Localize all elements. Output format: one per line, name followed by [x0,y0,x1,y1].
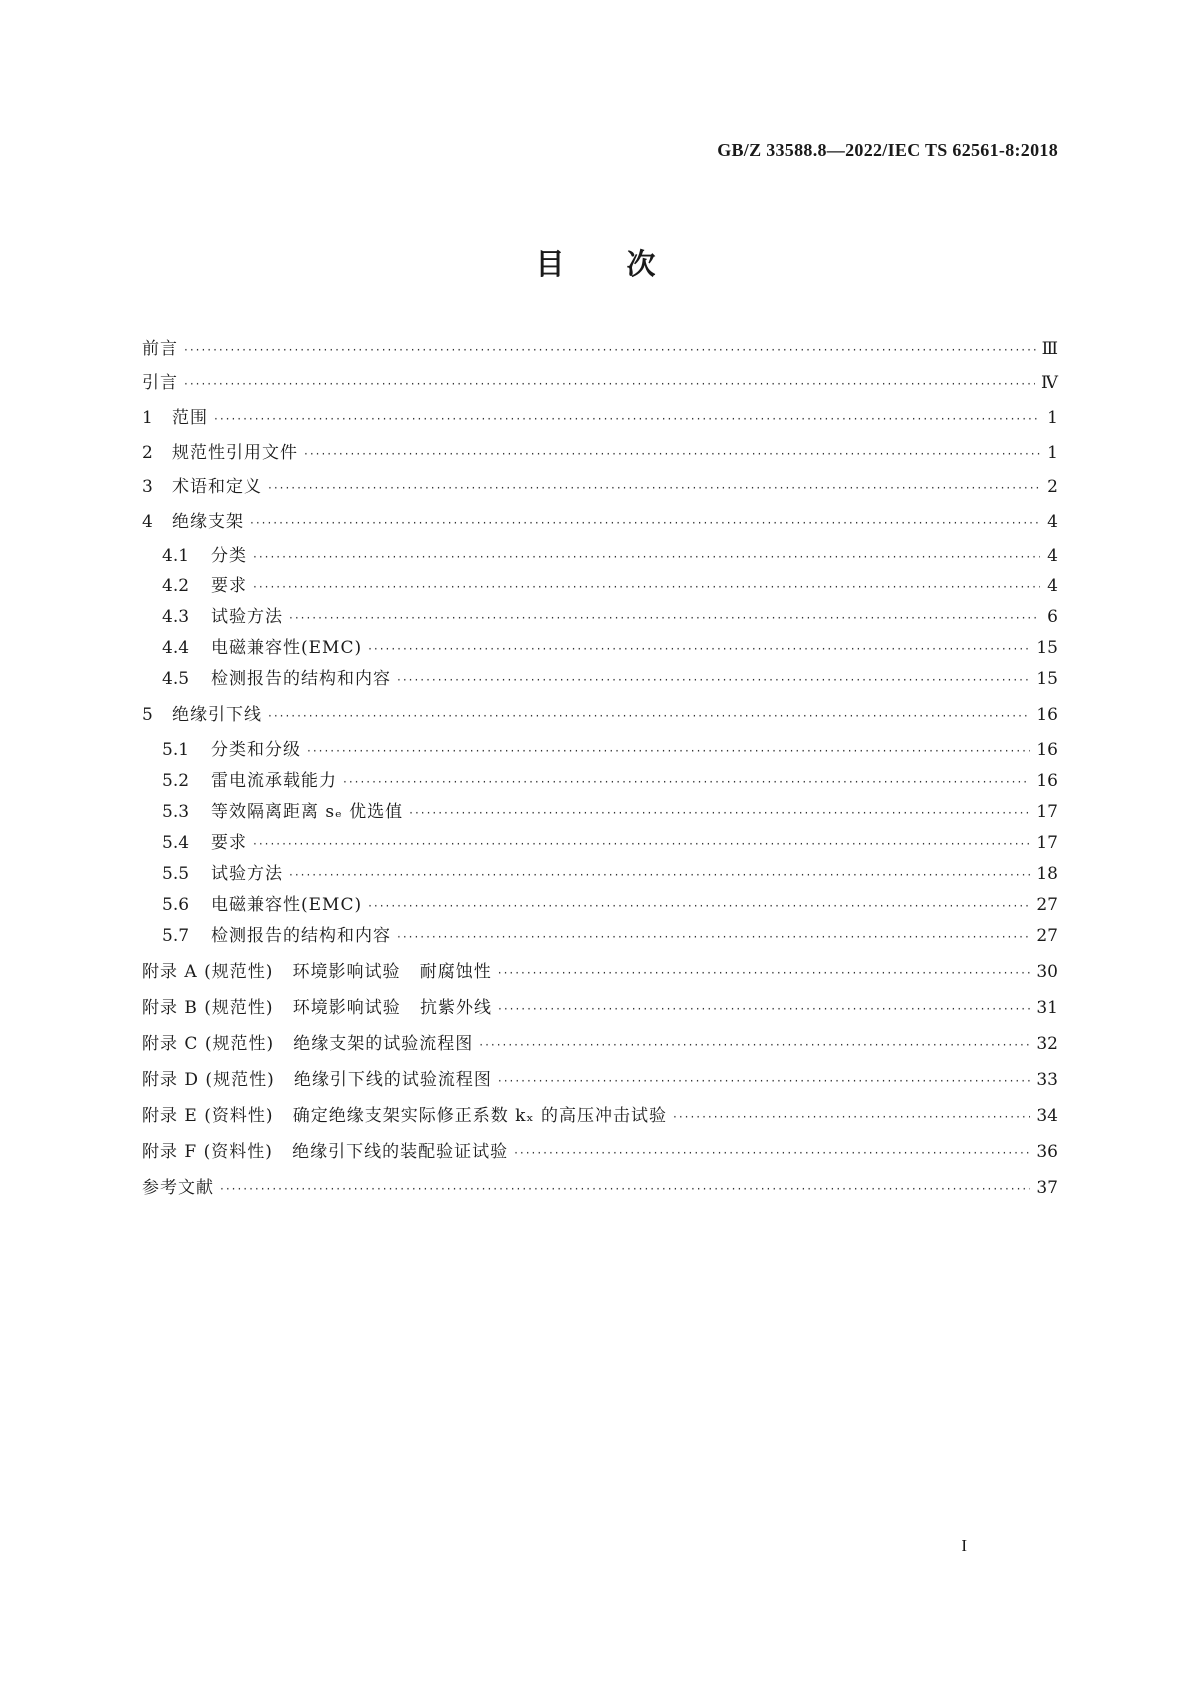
toc-page-number: 37 [1036,1178,1058,1198]
toc-page-number: 1 [1047,443,1058,463]
toc-entry[interactable] [162,892,1058,918]
toc-page-number: 30 [1036,962,1058,982]
toc-page-number: 17 [1036,833,1058,853]
toc-page-number: 2 [1047,477,1058,497]
dot-leader [343,769,1030,795]
page-folio: I [961,1536,967,1555]
toc-entry[interactable] [162,830,1058,856]
dot-leader [514,1140,1030,1166]
toc-entry[interactable] [162,543,1058,569]
toc-label: 试验方法 [211,864,283,884]
toc-entry[interactable] [142,1139,1058,1165]
toc-label: 检测报告的结构和内容 [211,669,391,689]
toc-number: 5.5 [162,864,190,884]
toc-number: 4 [142,512,153,532]
toc-entry[interactable] [142,1031,1058,1057]
toc-entry[interactable] [162,861,1058,887]
toc-page-number: 4 [1047,512,1058,532]
toc-number: 5.7 [162,926,190,946]
toc-label: 范围 [172,408,208,428]
dot-leader [479,1032,1030,1058]
title-part-1: 目 [535,247,565,281]
dot-leader [253,544,1040,570]
toc-page-number: 6 [1047,607,1058,627]
toc-label: 术语和定义 [172,477,262,497]
toc-entry[interactable] [142,995,1058,1021]
toc-label: 电磁兼容性(EMC) [211,638,363,658]
toc-page-number: 16 [1036,771,1058,791]
toc-page-number: 15 [1036,669,1058,689]
toc-entry[interactable] [142,370,1058,396]
dot-leader [304,441,1040,467]
dot-leader [184,337,1036,363]
toc-page-number: 27 [1036,895,1058,915]
toc-number: 5.1 [162,740,190,760]
toc-page-number: 1 [1047,408,1058,428]
dot-leader [673,1104,1030,1130]
toc-label: 附录 A (规范性) 环境影响试验 耐腐蚀性 [142,962,492,982]
toc-entry[interactable] [142,336,1058,362]
toc-number: 1 [142,408,153,428]
dot-leader [307,738,1030,764]
dot-leader [498,1068,1030,1094]
toc-label: 电磁兼容性(EMC) [211,895,363,915]
toc-label: 附录 B (规范性) 环境影响试验 抗紫外线 [142,998,492,1018]
toc-entry[interactable] [142,959,1058,985]
toc-number: 5.3 [162,802,190,822]
dot-leader [397,924,1030,950]
dot-leader [253,831,1030,857]
toc-page-number: 32 [1036,1034,1058,1054]
toc-number: 5.6 [162,895,190,915]
toc-entry[interactable] [162,737,1058,763]
title-part-2: 次 [626,247,656,281]
toc-entry[interactable] [142,474,1058,500]
dot-leader [289,862,1030,888]
page-title [0,242,1191,283]
dot-leader [498,960,1031,986]
toc-page-number: 33 [1036,1070,1058,1090]
dot-leader [268,475,1040,501]
toc-entry[interactable] [162,573,1058,599]
toc-number: 5.4 [162,833,190,853]
toc-page-number: Ⅳ [1041,373,1058,393]
toc-entry[interactable] [142,1103,1058,1129]
dot-leader [368,636,1030,662]
dot-leader [220,1176,1030,1202]
toc-number: 4.2 [162,576,190,596]
toc-label: 检测报告的结构和内容 [211,926,391,946]
toc-entry[interactable] [142,1175,1058,1201]
dot-leader [397,667,1030,693]
toc-page-number: 4 [1047,576,1058,596]
toc-entry[interactable] [142,405,1058,431]
dot-leader [498,996,1030,1022]
toc-number: 4.1 [162,546,190,566]
toc-number: 5 [142,705,153,725]
toc-entry[interactable] [142,702,1058,728]
dot-leader [368,893,1030,919]
toc-entry[interactable] [142,1067,1058,1093]
toc-label: 要求 [211,833,247,853]
dot-leader [268,703,1030,729]
toc-label: 附录 E (资料性) 确定绝缘支架实际修正系数 kₓ 的高压冲击试验 [142,1106,668,1126]
toc-page-number: 36 [1036,1142,1058,1162]
toc-number: 5.2 [162,771,190,791]
toc-label: 分类 [211,546,247,566]
toc-entry[interactable] [162,666,1058,692]
toc-label: 要求 [211,576,247,596]
toc-page-number: 34 [1036,1106,1058,1126]
toc-entry[interactable] [162,799,1058,825]
toc-label: 等效隔离距离 sₑ 优选值 [211,802,404,822]
toc-entry[interactable] [162,923,1058,949]
toc-number: 3 [142,477,153,497]
toc-label: 规范性引用文件 [172,443,298,463]
toc-page-number: 31 [1036,998,1058,1018]
toc-label: 附录 F (资料性) 绝缘引下线的装配验证试验 [142,1142,509,1162]
toc-page-number: Ⅲ [1041,339,1058,359]
dot-leader [214,406,1040,432]
toc-number: 4.3 [162,607,190,627]
toc-label: 附录 C (规范性) 绝缘支架的试验流程图 [142,1034,474,1054]
toc-page-number: 16 [1036,740,1058,760]
toc-label: 绝缘支架 [172,512,244,532]
toc-page-number: 4 [1047,546,1058,566]
toc-entry[interactable] [162,635,1058,661]
toc-number: 4.4 [162,638,190,658]
toc-page-number: 15 [1036,638,1058,658]
toc-page-number: 17 [1036,802,1058,822]
toc-label: 试验方法 [211,607,283,627]
toc-entry[interactable] [142,440,1058,466]
toc-page-number: 16 [1036,705,1058,725]
standard-code: GB/Z 33588.8—2022/IEC TS 62561-8:2018 [717,140,1058,160]
toc-entry[interactable] [162,768,1058,794]
dot-leader [409,800,1030,826]
toc-label: 前言 [142,339,178,359]
dot-leader [184,371,1035,397]
toc-page-number: 18 [1036,864,1058,884]
toc-label: 引言 [142,373,178,393]
toc-number: 2 [142,443,153,463]
toc-number: 4.5 [162,669,190,689]
toc-label: 雷电流承载能力 [211,771,337,791]
toc-entry[interactable] [142,509,1058,535]
dot-leader [253,574,1040,600]
toc-label: 绝缘引下线 [172,705,262,725]
toc-label: 分类和分级 [211,740,301,760]
toc-entry[interactable] [162,604,1058,630]
toc-label: 附录 D (规范性) 绝缘引下线的试验流程图 [142,1070,492,1090]
toc-label: 参考文献 [142,1178,214,1198]
dot-leader [250,510,1040,536]
dot-leader [289,605,1040,631]
toc-page-number: 27 [1036,926,1058,946]
